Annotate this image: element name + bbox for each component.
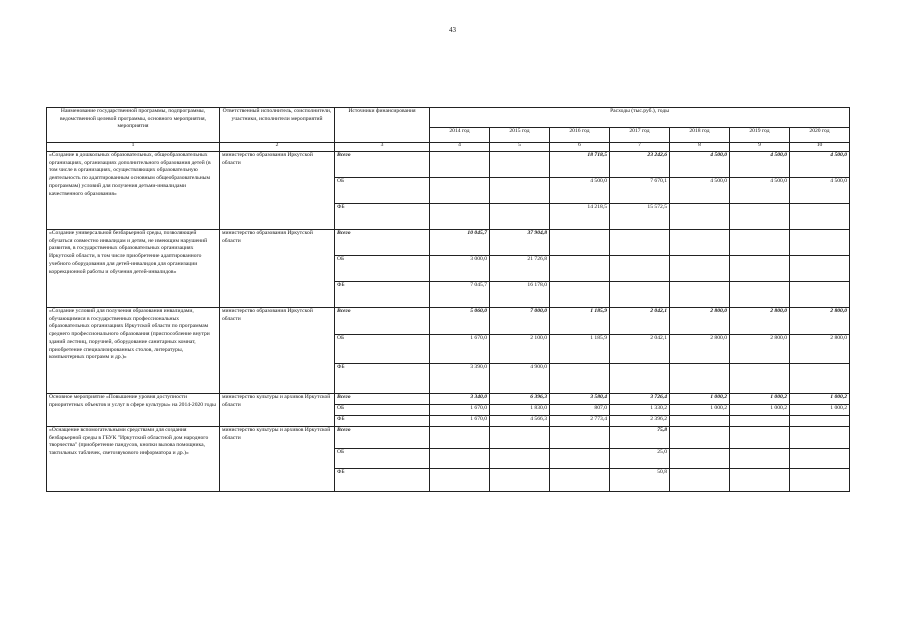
expense-value: 3 340,0 <box>430 394 490 405</box>
expense-value: 2 773,4 <box>550 416 610 427</box>
expense-value <box>730 204 790 230</box>
expense-value <box>490 469 550 492</box>
expense-value: 4 500,0 <box>790 178 850 204</box>
expense-value <box>430 449 490 469</box>
expense-value <box>790 449 850 469</box>
responsible-executor: министерство культуры и архивов Иркутской области <box>220 394 335 427</box>
expense-value: 2 800,0 <box>670 335 730 364</box>
column-number: 9 <box>730 143 790 152</box>
expense-value: 1 000,2 <box>670 405 730 416</box>
expense-value: 1 000,2 <box>790 405 850 416</box>
measure-name: Основное мероприятие «Повышение уровня доступности приоритетных объектов и услуг в сфере культуры» на 2014-2020 годы <box>47 394 220 427</box>
expense-value <box>730 230 790 256</box>
expense-value <box>790 469 850 492</box>
expense-value <box>790 230 850 256</box>
funding-source: ФБ <box>335 204 430 230</box>
header-sources: Источники финансирования <box>335 108 430 143</box>
expense-value: 2 800,0 <box>730 335 790 364</box>
expense-value <box>730 282 790 308</box>
expenses-table <box>46 107 850 492</box>
expense-value: 4 500,0 <box>730 152 790 178</box>
expense-value <box>670 364 730 394</box>
expense-value: 2 800,0 <box>730 308 790 335</box>
expense-value <box>610 364 670 394</box>
expense-value <box>430 152 490 178</box>
expense-value <box>730 469 790 492</box>
expense-value <box>490 178 550 204</box>
expense-value: 6 396,3 <box>490 394 550 405</box>
expense-value <box>550 364 610 394</box>
expense-value <box>550 282 610 308</box>
expense-value: 75,8 <box>610 427 670 449</box>
expense-value <box>670 427 730 449</box>
expense-value: 1 000,2 <box>730 394 790 405</box>
column-number: 6 <box>550 143 610 152</box>
expense-value: 1 670,0 <box>430 416 490 427</box>
expense-value: 4 900,0 <box>490 364 550 394</box>
expense-value <box>550 427 610 449</box>
funding-source: ФБ <box>335 364 430 394</box>
expense-value <box>670 256 730 282</box>
expense-value: 2 800,0 <box>670 308 730 335</box>
expense-value: 10 045,7 <box>430 230 490 256</box>
column-number: 4 <box>430 143 490 152</box>
column-number: 7 <box>610 143 670 152</box>
column-number: 2 <box>220 143 335 152</box>
expense-value <box>490 427 550 449</box>
expense-value <box>730 256 790 282</box>
expense-value: 1 830,0 <box>490 405 550 416</box>
expense-value: 2 042,1 <box>610 308 670 335</box>
expense-value <box>790 204 850 230</box>
funding-source: Всего <box>335 152 430 178</box>
expense-value: 15 572,5 <box>610 204 670 230</box>
page-number: 43 <box>449 26 456 34</box>
expense-value: 1 670,0 <box>430 335 490 364</box>
expense-value: 1 185,9 <box>550 335 610 364</box>
expense-value <box>550 256 610 282</box>
header-name: Наименование государственной программы, подпрограммы, ведомственной целевой программы, основного мероприятия, мероприятия <box>47 108 220 143</box>
expense-value: 4 500,0 <box>790 152 850 178</box>
funding-source: ОБ <box>335 449 430 469</box>
expense-value: 2 800,0 <box>790 335 850 364</box>
expense-value: 50,8 <box>610 469 670 492</box>
expense-value: 2 800,0 <box>790 308 850 335</box>
expense-value: 2 100,0 <box>490 335 550 364</box>
table-row <box>47 230 850 256</box>
expense-value: 4 500,0 <box>550 178 610 204</box>
expense-value <box>670 282 730 308</box>
funding-source: ФБ <box>335 282 430 308</box>
funding-source: Всего <box>335 394 430 405</box>
table-row <box>47 308 850 335</box>
expense-value: 3 580,4 <box>550 394 610 405</box>
column-number: 5 <box>490 143 550 152</box>
responsible-executor: министерство образования Иркутской области <box>220 308 335 394</box>
expense-value <box>670 230 730 256</box>
funding-source: ОБ <box>335 335 430 364</box>
expense-value <box>430 178 490 204</box>
expense-value: 1 670,0 <box>430 405 490 416</box>
expense-value: 21 726,8 <box>490 256 550 282</box>
header-expenses: Расходы (тыс.руб.), годы <box>430 108 850 128</box>
expense-value <box>490 449 550 469</box>
table-row <box>47 394 850 405</box>
expense-value: 1 330,2 <box>610 405 670 416</box>
expense-value <box>550 469 610 492</box>
funding-source: Всего <box>335 427 430 449</box>
expense-value: 1 000,2 <box>790 394 850 405</box>
expense-value: 7 000,0 <box>490 308 550 335</box>
expense-value: 1 000,2 <box>670 394 730 405</box>
header-year: 2019 год <box>730 128 790 143</box>
expense-value <box>610 282 670 308</box>
column-number: 3 <box>335 143 430 152</box>
expense-value: 5 060,0 <box>430 308 490 335</box>
column-number: 1 <box>47 143 220 152</box>
expense-value: 37 904,8 <box>490 230 550 256</box>
funding-source: Всего <box>335 230 430 256</box>
expense-value: 4 500,0 <box>730 178 790 204</box>
expense-value: 23 242,6 <box>610 152 670 178</box>
responsible-executor: министерство образования Иркутской области <box>220 152 335 230</box>
expense-value <box>430 427 490 449</box>
expense-value: 7 045,7 <box>430 282 490 308</box>
expense-value: 7 670,1 <box>610 178 670 204</box>
expense-value: 2 042,1 <box>610 335 670 364</box>
table-row <box>47 427 850 449</box>
expense-value <box>610 230 670 256</box>
expense-value: 16 178,0 <box>490 282 550 308</box>
expense-value <box>670 449 730 469</box>
funding-source: ФБ <box>335 416 430 427</box>
expense-value: 14 218,5 <box>550 204 610 230</box>
header-year: 2017 год <box>610 128 670 143</box>
expense-value <box>490 204 550 230</box>
responsible-executor: министерство образования Иркутской области <box>220 230 335 308</box>
expense-value <box>670 469 730 492</box>
funding-source: ФБ <box>335 469 430 492</box>
funding-source: ОБ <box>335 405 430 416</box>
header-year: 2020 год <box>790 128 850 143</box>
expense-value <box>670 204 730 230</box>
expense-value <box>790 427 850 449</box>
responsible-executor: министерство культуры и архивов Иркутской области <box>220 427 335 492</box>
expense-value: 4 500,0 <box>670 152 730 178</box>
expense-value: 25,0 <box>610 449 670 469</box>
expense-value <box>790 416 850 427</box>
expense-value <box>730 416 790 427</box>
measure-name: «Оснащение вспомогательными средствами для создания безбарьерной среды в ГБУК "Иркутский областной дом народного творчества" (приобретение пандусов, кнопки вызова помощника, тактильных табличек, светозвукового информатора и др.)» <box>47 427 220 492</box>
expense-value: 3 726,4 <box>610 394 670 405</box>
header-year: 2014 год <box>430 128 490 143</box>
header-year: 2018 год <box>670 128 730 143</box>
expense-value: 1 185,9 <box>550 308 610 335</box>
header-year: 2016 год <box>550 128 610 143</box>
expense-value: 2 396,2 <box>610 416 670 427</box>
funding-source: ОБ <box>335 178 430 204</box>
expense-value <box>490 152 550 178</box>
expense-value: 4 500,0 <box>670 178 730 204</box>
measure-name: «Создание универсальной безбарьерной среды, позволяющей обучаться совместно инвалидам и детям, не имеющим нарушений развития, в государственных образовательных организациях Иркутской области, в том числе приобретение адаптированного учебного оборудования для детей-инвалидов для организации коррекционной работы и обучения детей-инвалидов» <box>47 230 220 308</box>
expense-value <box>550 449 610 469</box>
expense-value <box>610 256 670 282</box>
expense-value <box>730 449 790 469</box>
table-row <box>47 152 850 178</box>
measure-name: «Создание в дошкольных образовательных, общеобразовательных организациях, организациях дополнительного образования детей (в том числе в организациях, осуществляющих образовательную деятельность по адаптированным основным общеобразовательным программам) условий для получения детьми-инвалидами качественного образования» <box>47 152 220 230</box>
header-responsible: Ответственный исполнитель, соисполнители, участники, исполнители мероприятий <box>220 108 335 143</box>
column-number: 8 <box>670 143 730 152</box>
expense-value <box>550 230 610 256</box>
expense-value: 3 390,0 <box>430 364 490 394</box>
expense-value: 4 566,3 <box>490 416 550 427</box>
header-year: 2015 год <box>490 128 550 143</box>
expense-value: 1 000,2 <box>730 405 790 416</box>
expense-value <box>730 364 790 394</box>
expense-value: 807,0 <box>550 405 610 416</box>
expense-value <box>790 364 850 394</box>
expense-value <box>790 282 850 308</box>
expense-value <box>730 427 790 449</box>
expense-value: 18 718,5 <box>550 152 610 178</box>
expense-value <box>430 469 490 492</box>
expense-value: 3 000,0 <box>430 256 490 282</box>
funding-source: Всего <box>335 308 430 335</box>
expense-value <box>790 256 850 282</box>
expense-value <box>430 204 490 230</box>
column-number: 10 <box>790 143 850 152</box>
expense-value <box>670 416 730 427</box>
measure-name: «Создание условий для получения образования инвалидами, обучающимися в государственных профессиональных образовательных организациях Иркутской области по программам среднего профессионального образования (приспособление внутри зданий лестниц, поручней, оборудование санитарных комнат, приобретение специализированных столов, литературы, компьютерных программ и др.)» <box>47 308 220 394</box>
funding-source: ОБ <box>335 256 430 282</box>
